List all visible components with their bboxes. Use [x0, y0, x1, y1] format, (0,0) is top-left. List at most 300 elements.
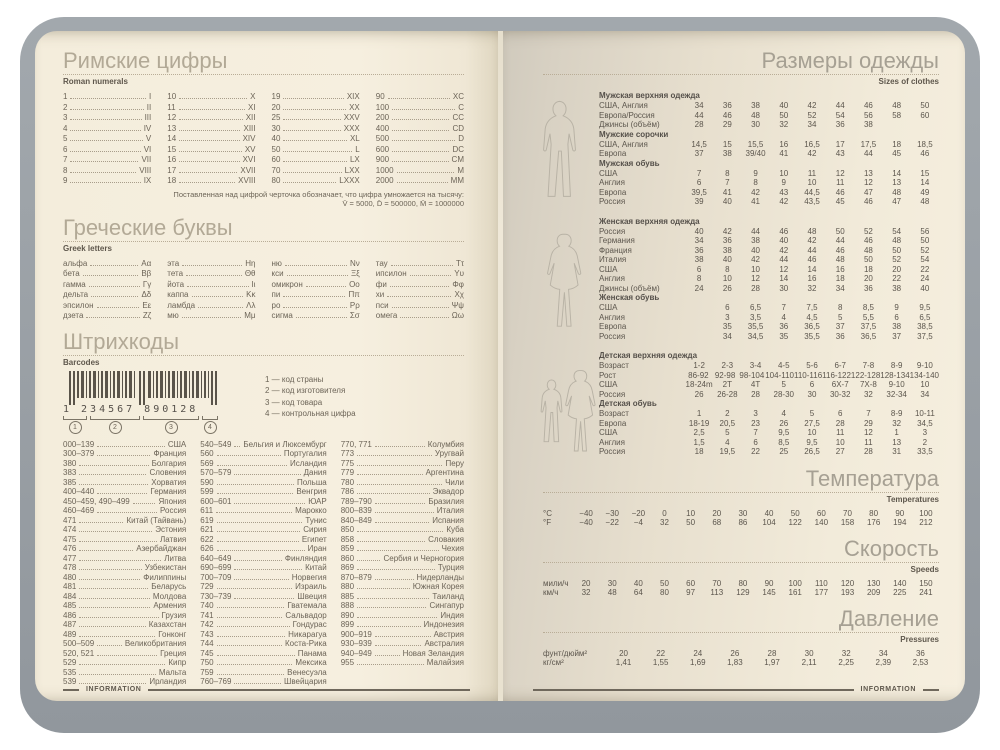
roman-value: XI: [247, 102, 256, 112]
size-value: 26: [779, 418, 789, 428]
speed-value: 209: [866, 588, 881, 597]
dot-leader: [357, 465, 442, 466]
country-code: 486: [63, 610, 77, 620]
dot-leader: [217, 607, 285, 608]
dot-leader: [391, 265, 453, 266]
size-value: 52: [807, 110, 817, 120]
roman-entry: [376, 134, 464, 145]
speed-value: 97: [686, 588, 696, 597]
size-value: 6: [696, 178, 702, 187]
country-name: Болгария: [151, 458, 187, 468]
row-values: [685, 265, 939, 275]
size-value: 110-116: [793, 370, 823, 380]
size-value: 8: [753, 178, 758, 187]
size-value: 18: [835, 274, 845, 283]
row-label: Европа/Россия: [599, 110, 655, 120]
row-values: [685, 120, 939, 130]
size-value: 7: [753, 428, 758, 437]
greek-entry: [376, 301, 464, 312]
roman-entry: [63, 145, 151, 156]
arabic-number: 30: [271, 123, 281, 133]
size-value: 44,5: [804, 187, 820, 197]
divider: [543, 632, 939, 633]
size-value: 28: [863, 447, 873, 456]
roman-entry: [167, 176, 255, 187]
arabic-number: 11: [167, 102, 176, 112]
dot-leader: [90, 265, 138, 266]
dot-leader: [217, 655, 295, 656]
country-name: Словакия: [428, 534, 464, 544]
size-value: 4: [781, 312, 786, 322]
size-value: 8-9: [890, 409, 903, 418]
country-name: Италия: [436, 506, 464, 515]
country-code: 619: [200, 515, 214, 525]
dot-leader: [217, 541, 299, 542]
group-title: Мужские сорочки: [599, 129, 669, 139]
country-entry: [63, 630, 186, 640]
speed-value: 225: [893, 588, 907, 597]
dot-leader: [79, 683, 146, 684]
size-value: 41: [722, 187, 732, 197]
size-value: 11: [807, 168, 817, 178]
size-value: 28: [694, 120, 704, 129]
table-row: [599, 322, 939, 332]
table-row: [599, 274, 939, 284]
size-value: 36,5: [804, 322, 820, 331]
size-value: 30: [807, 389, 817, 399]
greek-name: хи: [375, 290, 385, 299]
group-rows: [599, 140, 939, 159]
country-entry: [63, 506, 186, 516]
size-value: 38,5: [917, 322, 933, 331]
roman-value: XIII: [243, 123, 256, 133]
country-entry: [63, 487, 186, 497]
table-row: [599, 428, 939, 438]
country-code: 730–739: [200, 591, 232, 601]
size-value: 1: [696, 409, 702, 418]
size-value: 40: [779, 236, 789, 245]
row-label: Англия: [599, 274, 625, 283]
size-value: 4-5: [777, 361, 790, 370]
roman-value: XC: [452, 92, 464, 101]
size-value: 2-3: [721, 361, 734, 370]
size-value: 116-122: [822, 370, 851, 380]
group-rows: [599, 409, 939, 457]
size-value: 104-110: [765, 370, 794, 380]
size-value: 10: [751, 264, 760, 274]
country-entry: [341, 516, 464, 526]
dot-leader: [133, 503, 156, 504]
size-value: 10: [807, 178, 817, 187]
legend-line: 1 — код страны: [265, 374, 324, 384]
divider: [543, 562, 939, 563]
size-value: 7: [781, 303, 786, 312]
country-code: 859: [340, 544, 355, 553]
country-code: 743: [200, 629, 214, 639]
country-code: 640–649: [200, 553, 232, 563]
greek-letter: Ιι: [251, 279, 256, 289]
dot-leader: [217, 522, 303, 523]
size-value: 15,5: [747, 139, 764, 149]
country-code: 858: [340, 534, 355, 544]
size-value: 8,5: [862, 303, 874, 312]
size-value: 48: [892, 236, 902, 245]
size-value: 50: [835, 226, 845, 236]
dot-leader: [79, 607, 150, 608]
size-value: 56: [863, 110, 873, 120]
country-code: 385: [63, 477, 77, 487]
country-entry: [63, 563, 186, 573]
arabic-number: 17: [167, 165, 177, 175]
country-name: Эстония: [155, 525, 187, 534]
size-value: 34,5: [747, 331, 764, 341]
size-value: 36: [863, 283, 873, 293]
pressure-value: 36: [915, 648, 925, 658]
size-value: 7: [866, 409, 871, 418]
country-entry: [63, 573, 186, 583]
country-code: 450–459, 490–499: [63, 496, 130, 506]
temperature-title: Температура: [805, 465, 939, 491]
country-name: Армения: [153, 601, 187, 610]
row-values: [685, 438, 939, 448]
size-value: 7,5: [806, 303, 818, 312]
greek-letter: Ππ: [348, 290, 360, 299]
speed-value: 64: [633, 588, 643, 597]
country-code: 599: [200, 487, 214, 496]
country-code: 870–879: [340, 572, 372, 582]
size-value: 6: [837, 409, 843, 418]
size-value: 44: [807, 245, 817, 255]
speed-value: 150: [919, 578, 933, 588]
country-entry: [341, 620, 464, 630]
country-entry: [63, 535, 186, 545]
size-value: 17: [835, 139, 845, 149]
dot-leader: [357, 569, 435, 570]
roman-entry: [167, 92, 255, 103]
size-value: 22: [920, 264, 930, 274]
table-row: [599, 178, 939, 188]
country-entry: [63, 620, 186, 630]
country-name: Турция: [437, 563, 464, 572]
arabic-number: 14: [167, 134, 177, 143]
country-entry: [63, 592, 186, 602]
row-label: Англия: [599, 178, 625, 187]
table-row: [599, 120, 939, 130]
greek-name: мю: [167, 311, 179, 320]
greek-letter: Χχ: [454, 290, 464, 299]
speed-value: 161: [788, 588, 802, 597]
country-code: 475: [63, 534, 77, 544]
roman-value: CC: [452, 113, 464, 122]
left-page-content: [63, 49, 464, 693]
size-value: 36: [694, 245, 704, 255]
size-value: 60: [920, 110, 930, 120]
arabic-number: 40: [271, 134, 281, 143]
size-value: 50: [892, 245, 902, 255]
size-value: 40: [722, 255, 732, 264]
size-value: 32: [807, 283, 817, 293]
size-value: 23: [751, 418, 760, 428]
country-entry: [63, 639, 186, 649]
roman-entry: [272, 113, 360, 124]
country-entry: [63, 611, 186, 621]
temperature-value: 140: [814, 518, 829, 527]
country-entry: [200, 573, 326, 583]
row-values: [573, 518, 939, 528]
size-value: 46: [722, 110, 732, 120]
pressure-value: 34: [878, 648, 888, 658]
bracket-arm: [90, 416, 140, 420]
barcode-bars-icon: [63, 371, 223, 405]
size-value: 54: [835, 110, 845, 120]
size-value: 40: [694, 226, 704, 236]
greek-entry: [272, 280, 360, 291]
country-name: Филиппины: [143, 572, 187, 582]
dot-leader: [357, 455, 432, 456]
dot-leader: [182, 265, 242, 266]
dot-leader: [400, 317, 448, 318]
pressure-value: 22: [656, 648, 666, 658]
dot-leader: [217, 626, 290, 627]
greek-entry: [63, 269, 151, 280]
pressure-value: 2,11: [801, 658, 817, 667]
barcode-country-list: [63, 440, 464, 687]
temperature-value: 212: [919, 518, 933, 527]
row-label: Англия: [599, 437, 625, 447]
dot-leader: [357, 664, 424, 665]
temperature-value: 10: [686, 508, 696, 518]
speed-value: 70: [712, 578, 722, 588]
arabic-number: 400: [375, 123, 390, 133]
country-entry: [341, 582, 464, 592]
arabic-number: 2: [63, 102, 68, 112]
table-row: [599, 313, 939, 323]
dot-leader: [91, 296, 138, 297]
country-name: Сирия: [303, 525, 327, 534]
table-row: [599, 236, 939, 246]
bracket-number: 4: [204, 421, 217, 434]
dot-leader: [234, 598, 294, 599]
size-value: 6,5: [919, 312, 931, 322]
country-entry: [63, 449, 186, 459]
size-value: 92-98: [714, 370, 736, 380]
size-value: 13: [863, 168, 873, 178]
greek-letter: Νν: [349, 258, 360, 268]
country-code: 489: [63, 629, 77, 639]
dot-leader: [357, 531, 443, 532]
greek-name: бета: [63, 269, 80, 278]
country-entry: [341, 592, 464, 602]
size-value: [685, 313, 713, 323]
dot-leader: [392, 130, 449, 131]
country-entry: [200, 630, 326, 640]
footer-rule: [63, 689, 79, 691]
roman-entry: [167, 134, 255, 145]
arabic-number: 80: [271, 176, 281, 185]
bracket-number: 2: [109, 421, 122, 434]
country-entry: [200, 649, 326, 659]
size-value: 37: [835, 322, 845, 331]
row-values: [685, 313, 939, 323]
row-values: [685, 140, 939, 150]
roman-entry: [376, 113, 464, 124]
roman-numerals-section: [63, 49, 464, 208]
dot-leader: [179, 172, 237, 173]
roman-value: XL: [349, 134, 360, 143]
size-value: 6: [753, 437, 758, 447]
dot-leader: [217, 674, 285, 675]
size-value: 43,5: [804, 197, 820, 206]
size-value: 30: [779, 283, 789, 293]
dot-leader: [70, 161, 138, 162]
size-value: 52: [920, 245, 930, 255]
dot-leader: [97, 645, 122, 646]
arabic-number: 2000: [375, 176, 394, 185]
size-value: 38: [722, 245, 732, 255]
country-code: 484: [63, 591, 77, 601]
country-code: 471: [63, 515, 77, 525]
size-value: 9: [781, 178, 786, 187]
size-value: 9,5: [806, 437, 818, 447]
country-name: Чили: [445, 477, 464, 487]
size-value: 14,5: [691, 139, 707, 149]
size-value: 48: [892, 101, 902, 110]
country-entry: [341, 535, 464, 545]
country-entry: [200, 592, 326, 602]
country-code: 742: [200, 620, 214, 629]
temperature-value: 176: [866, 518, 881, 527]
roman-value: VIII: [139, 165, 152, 175]
roman-value: X: [250, 92, 256, 101]
dot-leader: [234, 579, 288, 580]
dot-leader: [97, 446, 165, 447]
dot-leader: [234, 560, 281, 561]
size-value: 12: [779, 264, 789, 274]
country-entry: [63, 478, 186, 488]
greek-column: [272, 259, 360, 322]
speed-value: 30: [607, 578, 617, 588]
size-value: 28: [751, 283, 760, 293]
country-code: 600–601: [200, 496, 232, 506]
row-values: [685, 149, 939, 159]
group-title: Женская обувь: [599, 293, 660, 302]
roman-column: [63, 92, 151, 187]
size-value: 10: [807, 428, 817, 437]
size-value: 31: [892, 447, 902, 456]
speed-value: 177: [814, 588, 829, 597]
dot-leader: [283, 172, 341, 173]
country-name: Малайзия: [426, 658, 464, 667]
row-label: США: [599, 168, 618, 178]
temperature-value: 104: [762, 518, 776, 527]
sizes-subtitle: Sizes of clothes: [878, 77, 939, 86]
greek-entry: [63, 290, 151, 301]
country-code: 520, 521: [63, 648, 95, 658]
country-name: Таиланд: [432, 591, 464, 601]
arabic-number: 60: [271, 155, 281, 164]
size-value: 42: [751, 187, 760, 197]
dot-leader: [198, 307, 243, 308]
size-value: 38: [863, 120, 873, 129]
group-title: Мужская верхняя одежда: [599, 91, 700, 100]
size-value: 36: [722, 236, 732, 245]
size-value: 52: [863, 226, 873, 236]
greek-entry: [167, 290, 255, 301]
country-entry: [63, 658, 186, 668]
country-code: 487: [63, 620, 77, 629]
group-rows: [599, 169, 939, 207]
roman-value: D: [458, 134, 464, 143]
size-value: 44: [694, 110, 704, 120]
dot-leader: [97, 512, 157, 513]
dot-leader: [97, 307, 140, 308]
dot-leader: [287, 275, 348, 276]
row-values: [685, 197, 939, 207]
speed-value: 40: [633, 578, 643, 588]
size-value: 3: [725, 312, 730, 322]
roman-table: [63, 92, 464, 187]
size-value: 6X-7: [831, 380, 849, 389]
dot-leader: [217, 455, 281, 456]
temperature-value: −40: [579, 508, 593, 518]
dot-leader: [375, 645, 422, 646]
woman-silhouette-icon: [535, 231, 591, 335]
country-name: Норвегия: [291, 572, 327, 582]
country-name: Колумбия: [427, 439, 464, 449]
dot-leader: [217, 493, 294, 494]
roman-entry: [272, 166, 360, 177]
size-value: 42: [807, 101, 817, 110]
bracket-arm: [63, 416, 87, 420]
country-entry: [200, 668, 326, 678]
size-value: 3: [922, 428, 928, 437]
country-entry: [341, 487, 464, 497]
row-label: Россия: [599, 389, 626, 399]
barcode-figure: [63, 371, 464, 434]
size-value: 18,5: [917, 139, 933, 149]
man-silhouette-icon: [531, 99, 589, 207]
country-entry: [63, 554, 186, 564]
greek-letter: Εε: [142, 300, 152, 310]
dot-leader: [70, 172, 136, 173]
dot-leader: [375, 655, 400, 656]
size-value: 34,5: [917, 418, 933, 428]
greek-entry: [167, 311, 255, 322]
sizes-block: [599, 91, 939, 207]
greek-name: эта: [167, 258, 180, 268]
country-entry: [341, 658, 464, 668]
size-value: 3,5: [749, 312, 762, 322]
size-value: 3: [753, 409, 758, 418]
size-value: 122-128: [850, 370, 881, 380]
size-value: 4: [781, 409, 786, 418]
roman-value: DC: [452, 144, 464, 154]
dot-leader: [70, 109, 143, 110]
dot-leader: [217, 636, 286, 637]
dot-leader: [70, 182, 140, 183]
size-value: 44: [779, 255, 789, 264]
size-value: 32: [779, 120, 789, 129]
roman-value: IX: [143, 176, 152, 185]
greek-entry: [63, 301, 151, 312]
roman-entry: [63, 155, 151, 166]
arabic-number: 16: [167, 155, 177, 164]
country-code: 400–440: [63, 487, 95, 496]
dot-leader: [217, 645, 282, 646]
size-value: 19,5: [719, 447, 736, 456]
row-values: [685, 246, 939, 256]
row-label: Германия: [599, 236, 635, 245]
